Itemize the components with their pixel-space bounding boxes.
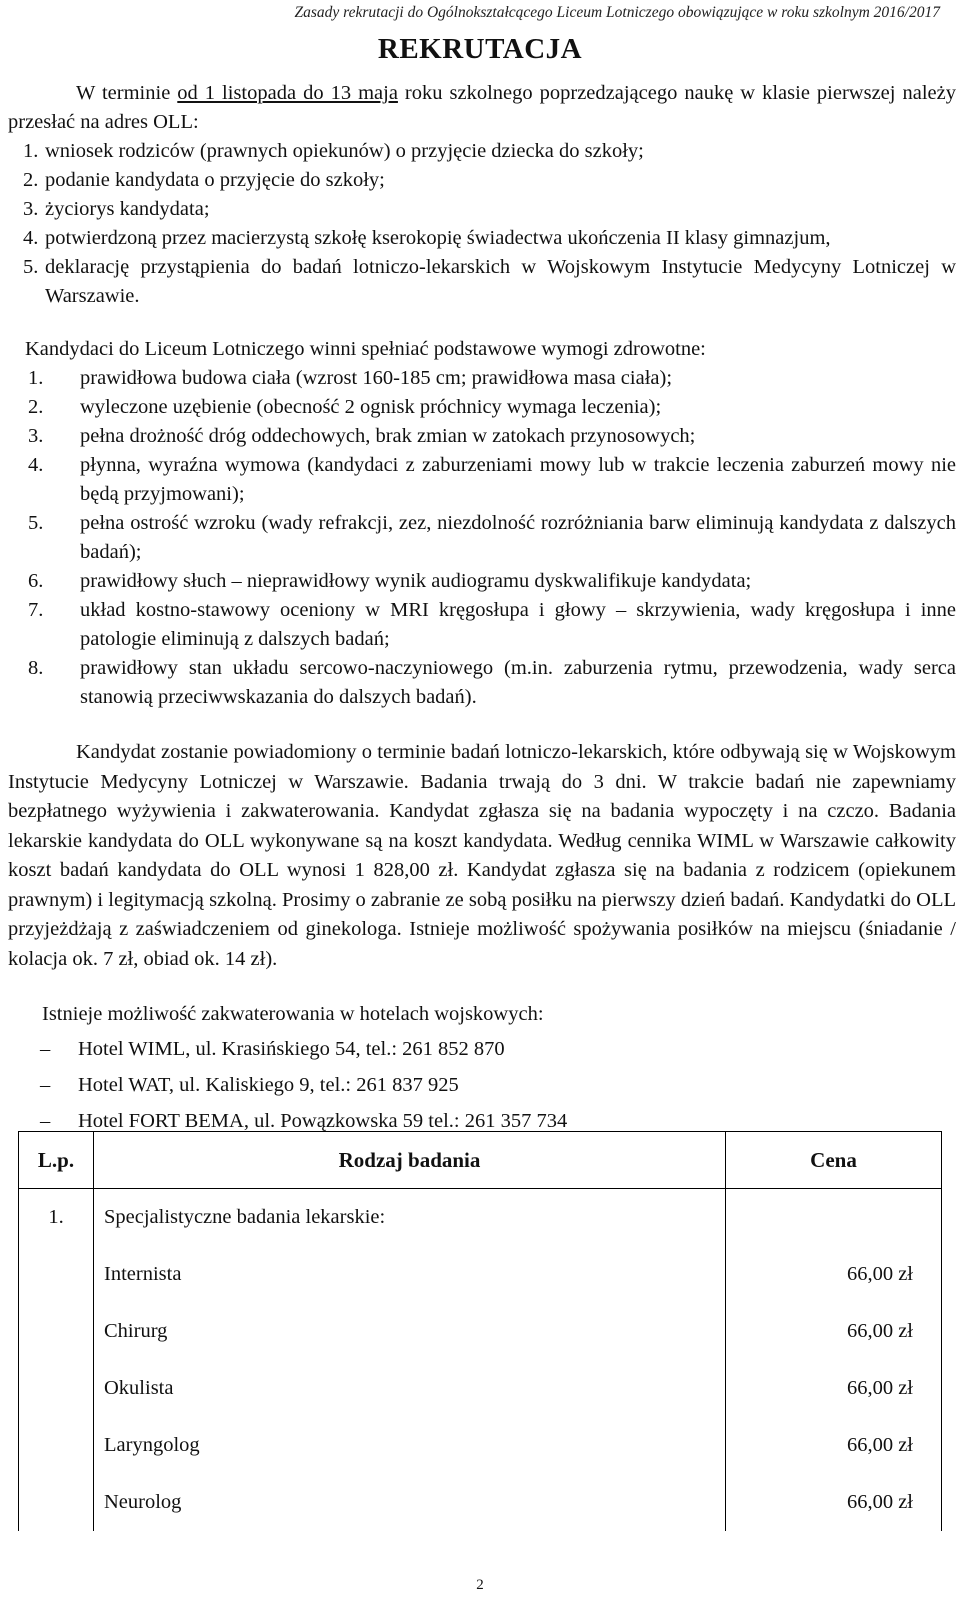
list-item-text: pełna drożność dróg oddechowych, brak zmian w zatokach przynosowych; bbox=[80, 425, 696, 447]
hotel-text: Hotel WAT, ul. Kaliskiego 9, tel.: 261 837 925 bbox=[78, 1074, 459, 1096]
table-row bbox=[19, 1417, 942, 1474]
cell-lp bbox=[19, 1474, 94, 1531]
list-item bbox=[8, 224, 956, 253]
hotel-text: Hotel FORT BEMA, ul. Powązkowska 59 tel.: 261 357 734 bbox=[78, 1110, 568, 1132]
intro-paragraph bbox=[8, 79, 956, 137]
running-header: Zasady rekrutacji do Ogólnokształcącego Liceum Lotniczego obowiązujące w roku szkolnym 2016/2017 bbox=[294, 4, 940, 21]
health-requirements-lead: Kandydaci do Liceum Lotniczego winni spełniać podstawowe wymogi zdrowotne: bbox=[25, 338, 706, 360]
exam-notice-paragraph: Kandydat zostanie powiadomiony o terminie badań lotniczo-lekarskich, które odbywają się w Wojskowym Instytucie Medycyny Lotniczej w Warszawie. Badania trwają do 3 dni. W trakcie badań nie zapewniamy bezpłatnego wyżywienia i zakwaterowania. Kandydat zgłasza się na badania wypoczęty i na czczo. Badania lekarskie kandydata do OLL wykonywane są na koszt kandydata. Według cennika WIML w Warszawie całkowity koszt badań kandydata do OLL wynosi 1 828,00 zł. Kandydat zgłasza się na badania z rodzicem (opiekunem prawnym) i legitymacją szkolną. Prosimy o zabranie ze sobą posiłku na pierwszy dzień badań. Kandydatki do OLL przyjeżdżają z zaświadczeniem od ginekologa. Istnieje możliwość spożywania posiłków na miejscu (śniadanie / kolacja ok. 7 zł, obiad ok. 14 zł). bbox=[8, 741, 956, 970]
header-price: Cena bbox=[726, 1132, 942, 1189]
list-item-number: 3. bbox=[28, 425, 44, 447]
header-lp: L.p. bbox=[19, 1132, 94, 1189]
list-item-text: podanie kandydata o przyjęcie do szkoły; bbox=[45, 169, 385, 191]
table-row bbox=[19, 1360, 942, 1417]
cell-exam-name: Internista bbox=[94, 1246, 726, 1303]
page-number: 2 bbox=[476, 1577, 484, 1593]
list-item-number: 5. bbox=[28, 512, 44, 534]
list-item-number: 2. bbox=[23, 169, 39, 191]
list-item-number: 2. bbox=[28, 396, 44, 418]
hotels-list bbox=[40, 1031, 567, 1139]
health-requirements-list bbox=[8, 364, 956, 712]
table-row bbox=[19, 1246, 942, 1303]
dash-bullet: – bbox=[40, 1038, 51, 1060]
list-item-text: potwierdzoną przez macierzystą szkołę kserokopię świadectwa ukończenia II klasy gimnazjum, bbox=[45, 227, 831, 249]
cell-lp bbox=[19, 1246, 94, 1303]
price-table bbox=[18, 1131, 942, 1531]
list-item-number: 5. bbox=[23, 256, 39, 278]
cell-exam-name: Neurolog bbox=[94, 1474, 726, 1531]
list-item-text: prawidłowa budowa ciała (wzrost 160-185 cm; prawidłowa masa ciała); bbox=[80, 367, 673, 389]
intro-deadline: od 1 listopada do 13 maja bbox=[177, 82, 398, 104]
list-item bbox=[8, 137, 956, 166]
list-item-text: deklarację przystąpienia do badań lotniczo-lekarskich w Wojskowym Instytucie Medycyny Lotniczej w Warszawie. bbox=[45, 256, 956, 307]
page-title: REKRUTACJA bbox=[377, 33, 583, 65]
list-item-text: płynna, wyraźna wymowa (kandydaci z zaburzeniami mowy lub w trakcie leczenia zaburzeń mowy nie będą przyjmowani); bbox=[80, 454, 956, 505]
table-row bbox=[19, 1303, 942, 1360]
list-item-number: 4. bbox=[23, 227, 39, 249]
dash-bullet: – bbox=[40, 1074, 51, 1096]
cell-section-title: Specjalistyczne badania lekarskie: bbox=[94, 1189, 726, 1247]
list-item bbox=[8, 253, 956, 311]
cell-lp bbox=[19, 1360, 94, 1417]
cell-lp bbox=[19, 1303, 94, 1360]
cell-price: 66,00 zł bbox=[726, 1417, 942, 1474]
table-row bbox=[19, 1474, 942, 1531]
cell-price: 66,00 zł bbox=[726, 1474, 942, 1531]
list-item-text: układ kostno-stawowy oceniony w MRI kręgosłupa i głowy – skrzywienia, wady kręgosłupa i inne patologie eliminują z dalszych badań; bbox=[80, 599, 956, 650]
dash-bullet: – bbox=[40, 1110, 51, 1132]
list-item bbox=[8, 422, 956, 451]
list-item bbox=[8, 451, 956, 509]
cell-lp bbox=[19, 1417, 94, 1474]
cell-exam-name: Chirurg bbox=[94, 1303, 726, 1360]
list-item-text: prawidłowy stan układu sercowo-naczyniowego (m.in. zaburzenia rytmu, przewodzenia, wady serca stanowią przeciwwskazania do dalszych badań). bbox=[80, 657, 956, 708]
list-item bbox=[8, 166, 956, 195]
cell-exam-name: Okulista bbox=[94, 1360, 726, 1417]
list-item bbox=[8, 509, 956, 567]
list-item bbox=[40, 1067, 567, 1103]
table-section-row bbox=[19, 1189, 942, 1247]
list-item-number: 3. bbox=[23, 198, 39, 220]
list-item-number: 8. bbox=[28, 657, 44, 679]
intro-text-end: roku szkolnego poprzedzającego naukę w klasie pierwszej należy przesłać na adres OLL: bbox=[8, 82, 956, 133]
required-documents-list bbox=[8, 137, 956, 311]
list-item-text: pełna ostrość wzroku (wady refrakcji, zez, niezdolność rozróżniania barw eliminują kandydata z dalszych badań); bbox=[80, 512, 956, 563]
list-item bbox=[40, 1031, 567, 1067]
list-item-text: wyleczone uzębienie (obecność 2 ognisk próchnicy wymaga leczenia); bbox=[80, 396, 662, 418]
list-item bbox=[8, 364, 956, 393]
list-item-text: wniosek rodziców (prawnych opiekunów) o przyjęcie dziecka do szkoły; bbox=[45, 140, 644, 162]
cell-price: 66,00 zł bbox=[726, 1360, 942, 1417]
list-item-number: 1. bbox=[28, 367, 44, 389]
list-item-number: 7. bbox=[28, 599, 44, 621]
list-item-number: 6. bbox=[28, 570, 44, 592]
header-exam-type: Rodzaj badania bbox=[94, 1132, 726, 1189]
list-item-text: prawidłowy słuch – nieprawidłowy wynik audiogramu dyskwalifikuje kandydata; bbox=[80, 570, 752, 592]
list-item bbox=[8, 195, 956, 224]
list-item bbox=[8, 596, 956, 654]
list-item bbox=[8, 654, 956, 712]
list-item bbox=[8, 567, 956, 596]
hotels-lead: Istnieje możliwość zakwaterowania w hotelach wojskowych: bbox=[42, 1003, 544, 1025]
list-item bbox=[8, 393, 956, 422]
list-item-number: 4. bbox=[28, 454, 44, 476]
hotel-text: Hotel WIML, ul. Krasińskiego 54, tel.: 261 852 870 bbox=[78, 1038, 505, 1060]
cell-price bbox=[726, 1189, 942, 1247]
intro-text-start: W terminie bbox=[76, 82, 178, 104]
cell-price: 66,00 zł bbox=[726, 1246, 942, 1303]
list-item-number: 1. bbox=[23, 140, 39, 162]
cell-exam-name: Laryngolog bbox=[94, 1417, 726, 1474]
list-item-text: życiorys kandydata; bbox=[45, 198, 210, 220]
cell-lp: 1. bbox=[19, 1189, 94, 1247]
cell-price: 66,00 zł bbox=[726, 1303, 942, 1360]
table-header-row bbox=[19, 1132, 942, 1189]
